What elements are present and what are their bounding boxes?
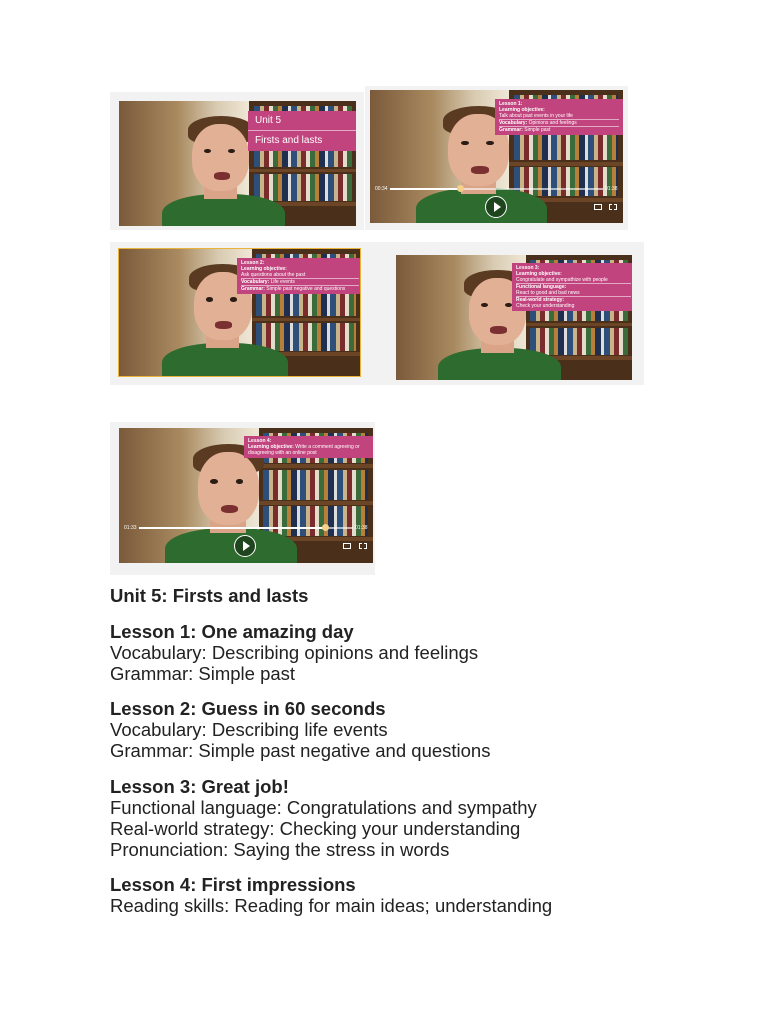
overlay-functional: React to good and bad news bbox=[516, 290, 631, 297]
overlay-objective-label: Learning objective: bbox=[499, 107, 545, 113]
video-thumbnail-lesson-3[interactable] bbox=[396, 255, 632, 380]
overlay-unit: Unit 5 bbox=[248, 111, 356, 131]
overlay-grammar: Simple past bbox=[524, 127, 551, 133]
lesson-1-line-2: Grammar: Simple past bbox=[110, 663, 296, 684]
unit-title-overlay bbox=[248, 111, 356, 151]
play-button[interactable] bbox=[485, 196, 507, 218]
overlay-vocab-label: Vocabulary: bbox=[241, 279, 270, 285]
fullscreen-icon[interactable] bbox=[359, 543, 367, 549]
lesson-2-line-2: Grammar: Simple past negative and questions bbox=[110, 740, 491, 761]
video-thumbnail-unit-intro[interactable] bbox=[119, 101, 356, 226]
captions-icon[interactable] bbox=[594, 204, 602, 210]
overlay-lesson: Lesson 3: bbox=[516, 265, 540, 271]
progress-bar[interactable] bbox=[139, 527, 353, 529]
lesson-4-title: Lesson 4: First impressions bbox=[110, 874, 356, 895]
lesson-3-line-3: Pronunciation: Saying the stress in words bbox=[110, 839, 450, 860]
time-total: 01:38 bbox=[605, 186, 618, 192]
presenter-face bbox=[192, 124, 249, 192]
overlay-objective: Ask questions about the past bbox=[241, 272, 359, 279]
lesson-3-title: Lesson 3: Great job! bbox=[110, 776, 289, 797]
lesson-2-overlay bbox=[237, 258, 360, 294]
progress-fill bbox=[390, 188, 460, 190]
play-button[interactable] bbox=[234, 535, 256, 557]
lesson-4-line-1: Reading skills: Reading for main ideas; understanding bbox=[110, 895, 553, 916]
unit-heading: Unit 5: Firsts and lasts bbox=[110, 585, 309, 606]
overlay-unit-name: Firsts and lasts bbox=[255, 135, 323, 146]
presenter-face bbox=[198, 452, 259, 525]
video-thumbnail-lesson-2[interactable] bbox=[119, 249, 360, 376]
overlay-lesson: Lesson 1: bbox=[499, 101, 523, 107]
overlay-objective: Congratulate and sympathize with people bbox=[516, 277, 631, 284]
overlay-strategy: Check your understanding bbox=[516, 303, 575, 309]
overlay-grammar: Simple past negative and questions bbox=[266, 286, 346, 292]
lesson-4-overlay bbox=[244, 436, 373, 458]
lesson-1-overlay bbox=[495, 99, 623, 135]
overlay-lesson: Lesson 4: bbox=[248, 438, 272, 444]
overlay-strategy-label: Real-world strategy: bbox=[516, 297, 565, 303]
lesson-1-title: Lesson 1: One amazing day bbox=[110, 621, 354, 642]
overlay-vocab: Opinions and feelings bbox=[528, 120, 577, 126]
overlay-grammar-label: Grammar: bbox=[499, 127, 523, 133]
overlay-objective-label: Learning objective: bbox=[241, 266, 287, 272]
overlay-objective: Talk about past events in your life bbox=[499, 113, 619, 120]
lesson-2-line-1: Vocabulary: Describing life events bbox=[110, 719, 388, 740]
overlay-lesson: Lesson 2: bbox=[241, 260, 265, 266]
overlay-objective-label: Learning objective: bbox=[248, 444, 294, 450]
lesson-3-line-2: Real-world strategy: Checking your understanding bbox=[110, 818, 521, 839]
captions-icon[interactable] bbox=[343, 543, 351, 549]
overlay-objective-label: Learning objective: bbox=[516, 271, 562, 277]
lesson-3-overlay bbox=[512, 263, 632, 311]
video-player-lesson-1[interactable] bbox=[370, 90, 623, 223]
time-current: 01:33 bbox=[124, 525, 137, 531]
lesson-1-line-1: Vocabulary: Describing opinions and feelings bbox=[110, 642, 479, 663]
overlay-functional-label: Functional language: bbox=[516, 284, 567, 290]
progress-fill bbox=[139, 527, 325, 529]
overlay-vocab-label: Vocabulary: bbox=[499, 120, 528, 126]
fullscreen-icon[interactable] bbox=[609, 204, 617, 210]
time-current: 00:34 bbox=[375, 186, 388, 192]
overlay-objective: Write a comment agreeing or disagreeing with an online post bbox=[248, 444, 360, 456]
overlay-grammar-label: Grammar: bbox=[241, 286, 265, 292]
overlay-vocab: Life events bbox=[270, 279, 295, 285]
video-player-lesson-4[interactable] bbox=[119, 428, 373, 563]
progress-bar[interactable] bbox=[390, 188, 603, 190]
lesson-3-line-1: Functional language: Congratulations and sympathy bbox=[110, 797, 537, 818]
time-total: 01:38 bbox=[355, 525, 368, 531]
lesson-2-title: Lesson 2: Guess in 60 seconds bbox=[110, 698, 386, 719]
